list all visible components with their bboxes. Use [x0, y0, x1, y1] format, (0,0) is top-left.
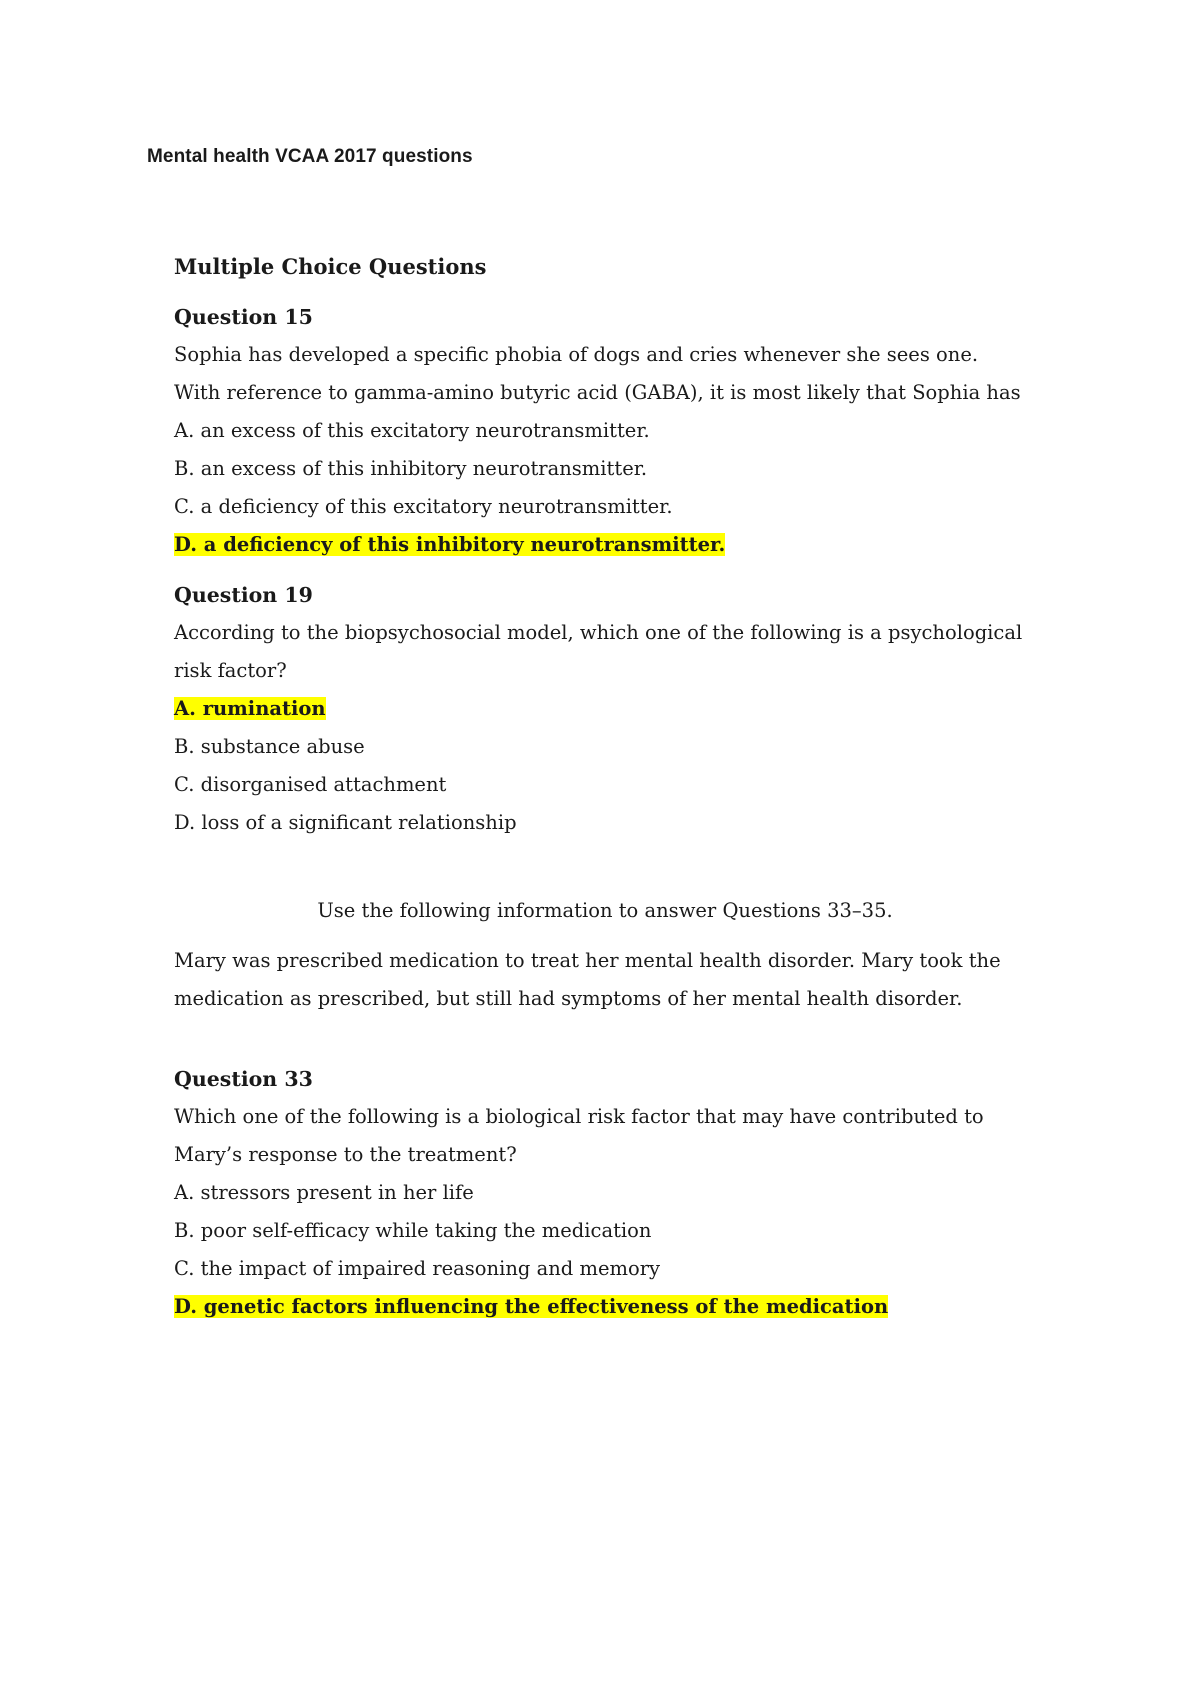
question-stem-line: According to the biopsychosocial model, which one of the following is a psychological: [174, 621, 1023, 644]
stimulus-info: [174, 892, 1054, 1018]
section-heading: Multiple Choice Questions: [174, 254, 487, 279]
answer-option-b: B. poor self-efficacy while taking the medication: [174, 1219, 652, 1242]
answer-option-c: C. the impact of impaired reasoning and memory: [174, 1257, 661, 1280]
question-33: [174, 1060, 1054, 1326]
question-stem-line: risk factor?: [174, 659, 287, 682]
answer-option-b: B. an excess of this inhibitory neurotransmitter.: [174, 457, 648, 480]
question-stem-line: Sophia has developed a specific phobia of dogs and cries whenever she sees one.: [174, 343, 979, 366]
answer-option-a: A. stressors present in her life: [174, 1181, 474, 1204]
answer-option-d: D. loss of a significant relationship: [174, 811, 517, 834]
answer-option-b: B. substance abuse: [174, 735, 365, 758]
answer-option-c: C. disorganised attachment: [174, 773, 447, 796]
stimulus-text-line: medication as prescribed, but still had symptoms of her mental health disorder.: [174, 987, 963, 1010]
question-15: [174, 298, 1054, 564]
correct-answer-highlight: A. rumination: [174, 697, 326, 720]
document-body: [174, 248, 1054, 1326]
document-title: Mental health VCAA 2017 questions: [147, 146, 473, 167]
question-19: [174, 576, 1054, 842]
question-label: Question 19: [174, 583, 313, 607]
question-stem-line: Which one of the following is a biological risk factor that may have contributed to: [174, 1105, 984, 1128]
question-stem-line: Mary’s response to the treatment?: [174, 1143, 517, 1166]
answer-option-d-correct: [174, 1288, 1054, 1326]
question-stem-line: With reference to gamma-amino butyric acid (GABA), it is most likely that Sophia has: [174, 381, 1021, 404]
question-label: Question 15: [174, 305, 313, 329]
stimulus-text-line: Mary was prescribed medication to treat her mental health disorder. Mary took the: [174, 949, 1001, 972]
answer-option-a-correct: [174, 690, 1054, 728]
answer-option-c: C. a deficiency of this excitatory neurotransmitter.: [174, 495, 673, 518]
stimulus-header: Use the following information to answer Questions 33–35.: [317, 899, 893, 922]
answer-option-d-correct: [174, 526, 1054, 564]
question-label: Question 33: [174, 1067, 313, 1091]
answer-option-a: A. an excess of this excitatory neurotransmitter.: [174, 419, 650, 442]
correct-answer-highlight: D. genetic factors influencing the effectiveness of the medication: [174, 1295, 889, 1318]
correct-answer-highlight: D. a deficiency of this inhibitory neurotransmitter.: [174, 533, 726, 556]
